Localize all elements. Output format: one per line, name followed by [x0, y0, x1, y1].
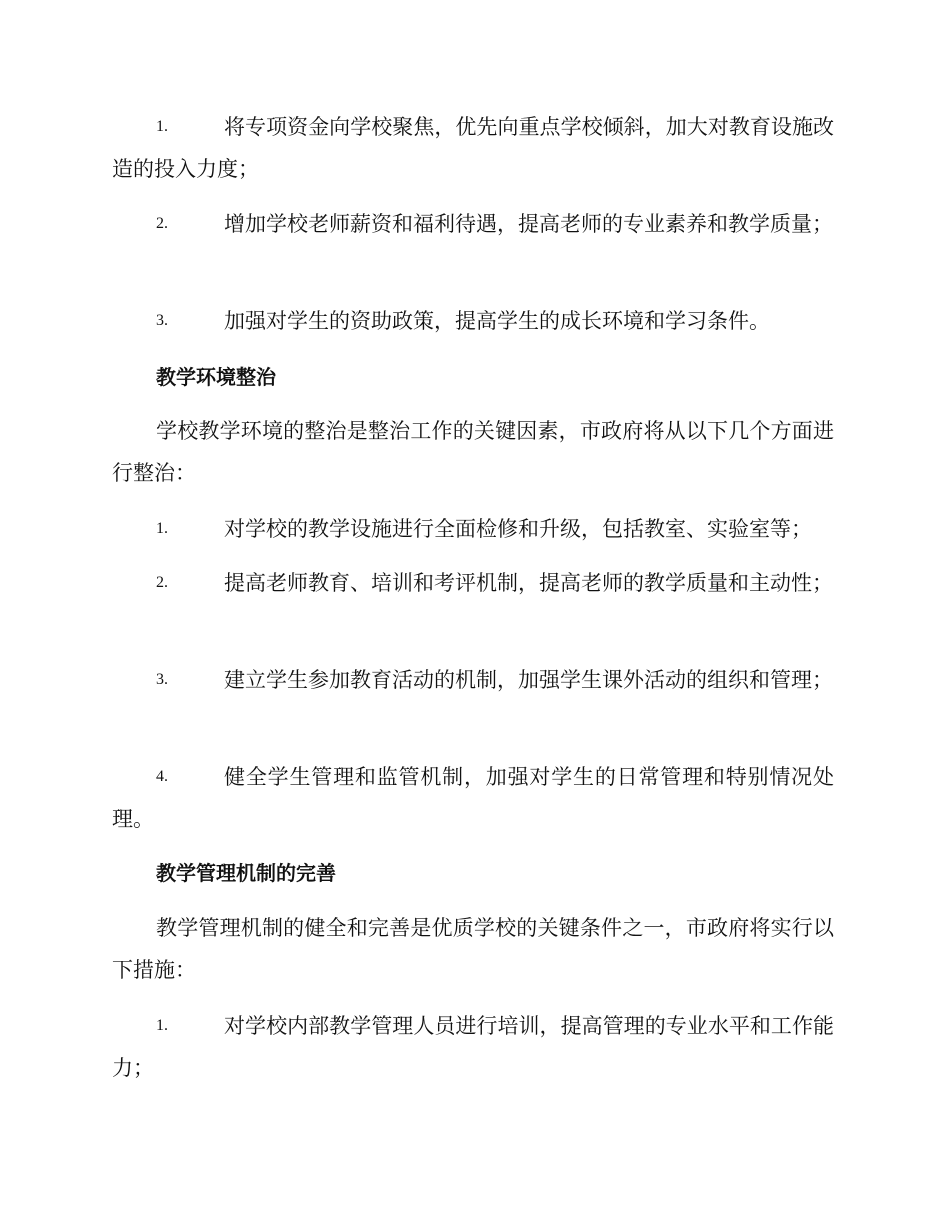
list-item — [112, 756, 834, 840]
list-number: 2. — [156, 574, 168, 591]
list-text: 对学校的教学设施进行全面检修和升级，包括教室、实验室等； — [224, 517, 812, 541]
list-text: 加强对学生的资助政策，提高学生的成长环境和学习条件。 — [224, 309, 770, 333]
list-text: 将专项资金向学校聚焦，优先向重点学校倾斜，加大对教育设施改造的投入力度； — [112, 115, 834, 181]
list-item — [112, 300, 834, 342]
list-item — [112, 106, 834, 190]
section-intro: 学校教学环境的整治是整治工作的关键因素，市政府将从以下几个方面进行整治： — [112, 419, 834, 485]
list-text: 提高老师教育、培训和考评机制，提高老师的教学质量和主动性； — [224, 571, 833, 595]
list-text: 对学校内部教学管理人员进行培训，提高管理的专业水平和工作能力； — [112, 1014, 834, 1080]
section-heading: 教学环境整治 — [156, 365, 276, 389]
list-item — [112, 1005, 834, 1089]
list-item — [112, 562, 834, 604]
list-item — [112, 203, 834, 245]
list-text: 健全学生管理和监管机制，加强对学生的日常管理和特别情况处理。 — [112, 765, 834, 831]
list-number: 2. — [156, 215, 168, 232]
list-number: 4. — [156, 768, 168, 785]
list-item — [112, 508, 834, 550]
list-number: 1. — [156, 1017, 168, 1034]
list-number: 1. — [156, 520, 168, 537]
section-intro: 教学管理机制的健全和完善是优质学校的关键条件之一，市政府将实行以下措施： — [112, 916, 834, 982]
list-text: 增加学校老师薪资和福利待遇，提高老师的专业素养和教学质量； — [224, 212, 833, 236]
list-number: 1. — [156, 118, 168, 135]
list-item — [112, 659, 834, 701]
section-heading: 教学管理机制的完善 — [156, 861, 336, 885]
list-text: 建立学生参加教育活动的机制，加强学生课外活动的组织和管理； — [224, 668, 833, 692]
list-number: 3. — [156, 671, 168, 688]
list-number: 3. — [156, 312, 168, 329]
